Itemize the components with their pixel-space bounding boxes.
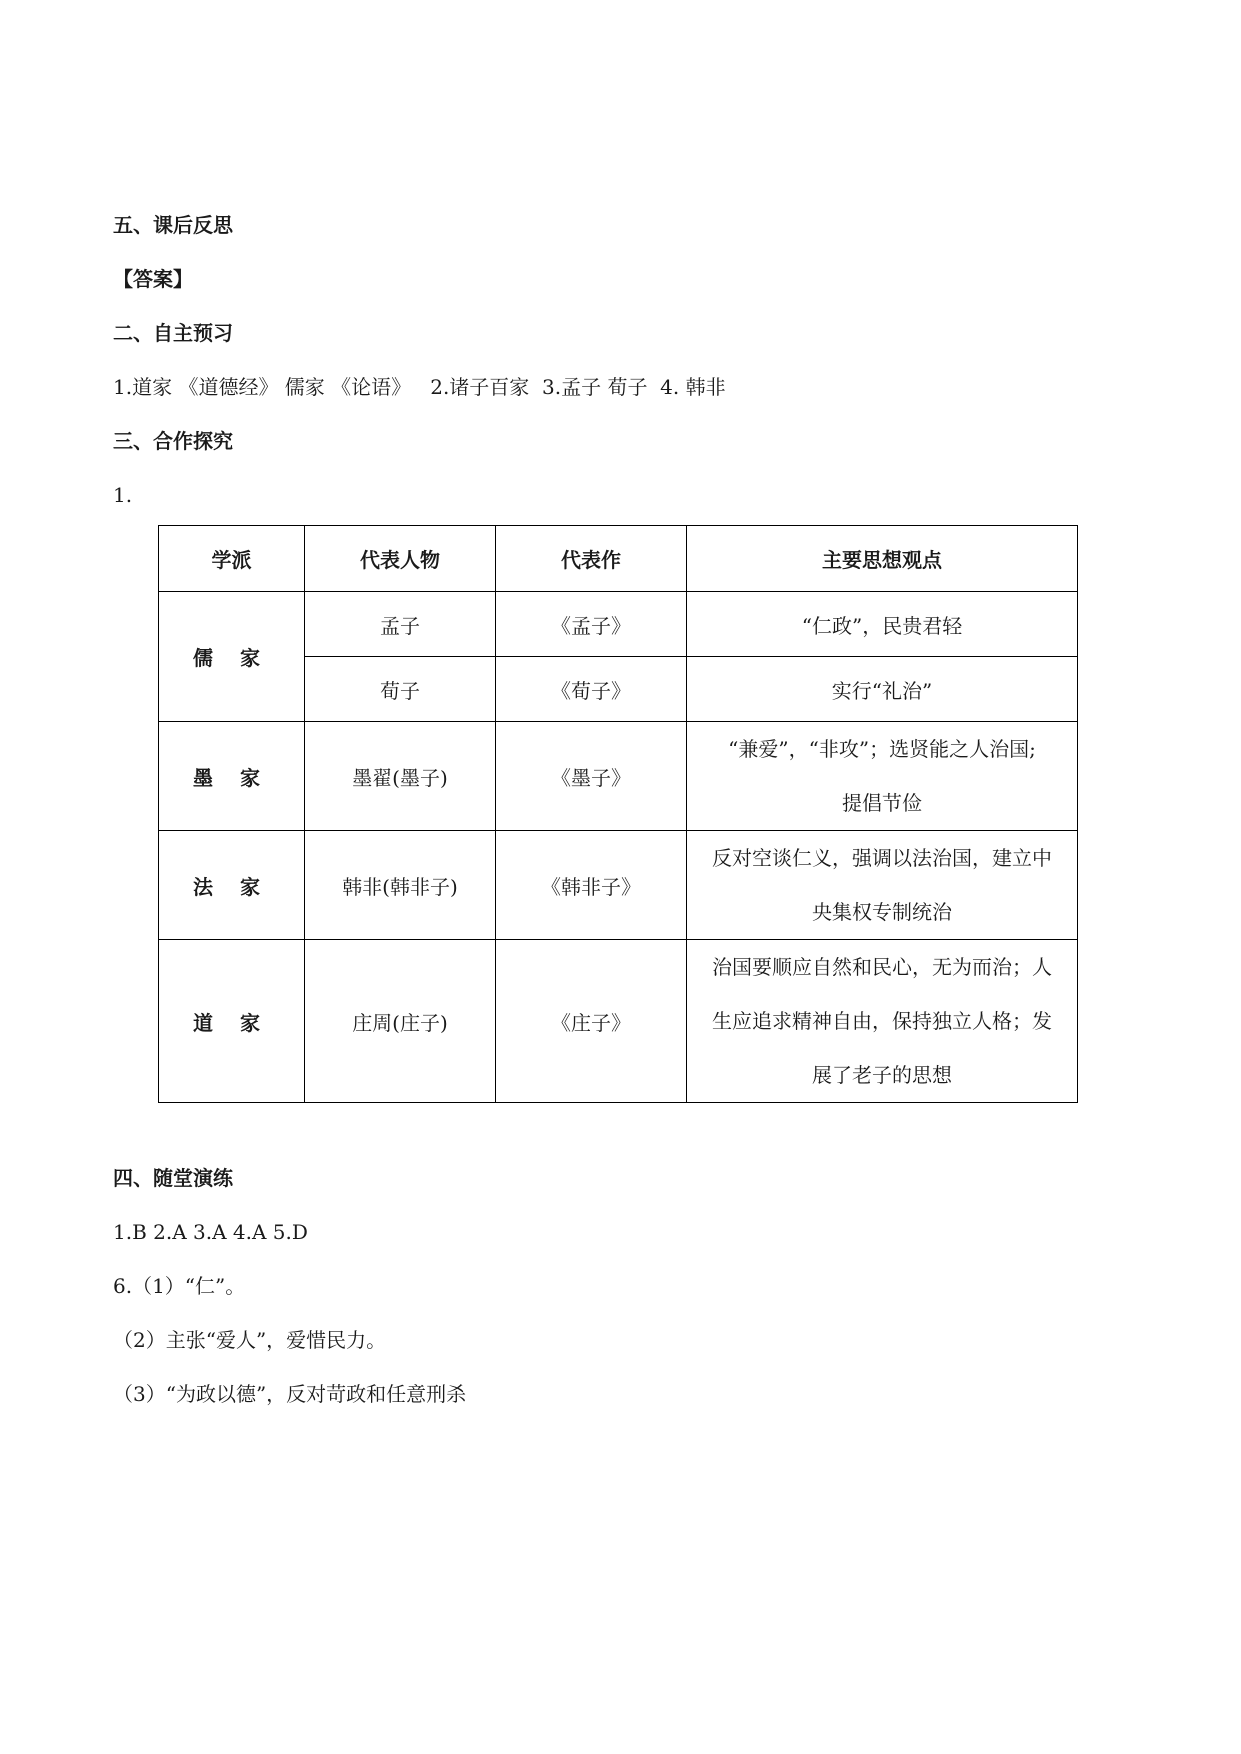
- section-practice-heading: 四、随堂演练: [113, 1166, 233, 1190]
- school-fa: 法 家: [159, 831, 305, 940]
- view-mozi-line: “兼爱”，“非攻”；选贤能之人治国;: [728, 737, 1036, 761]
- view-zhuangzi-line: 生应追求精神自由，保持独立人格；发: [712, 1009, 1052, 1033]
- header-main-ideas: 主要思想观点: [687, 526, 1078, 592]
- person-mozi: 墨翟(墨子): [305, 722, 496, 831]
- work-mengzi: 《孟子》: [496, 592, 687, 657]
- view-zhuangzi-line: 治国要顺应自然和民心，无为而治；人: [712, 955, 1052, 979]
- person-hanfei: 韩非(韩非子): [305, 831, 496, 940]
- q6-part1: 6.（1）“仁”。: [113, 1274, 246, 1298]
- q6-part2: （2）主张“爱人”，爱惜民力。: [113, 1328, 387, 1352]
- schools-table-container: [158, 525, 1078, 1103]
- person-xunzi: 荀子: [305, 657, 496, 722]
- table-row: [159, 592, 1078, 657]
- school-dao: 道 家: [159, 940, 305, 1103]
- practice-answers-line: 1.B 2.A 3.A 4.A 5.D: [113, 1220, 308, 1244]
- work-hanfei: 《韩非子》: [496, 831, 687, 940]
- header-representative: 代表人物: [305, 526, 496, 592]
- section-explore-heading: 三、合作探究: [113, 429, 233, 453]
- view-xunzi: 实行“礼治”: [687, 657, 1078, 722]
- table-header-row: [159, 526, 1078, 592]
- header-school: 学派: [159, 526, 305, 592]
- header-work: 代表作: [496, 526, 687, 592]
- section-reflection-heading: 五、课后反思: [113, 213, 233, 237]
- section-preview-heading: 二、自主预习: [113, 321, 233, 345]
- table-row: [159, 831, 1078, 940]
- schools-table: [158, 525, 1078, 1103]
- explore-item-number: 1.: [113, 483, 133, 507]
- answers-heading: 【答案】: [113, 267, 193, 291]
- table-row: [159, 722, 1078, 831]
- view-zhuangzi: [687, 940, 1078, 1103]
- view-hanfei: [687, 831, 1078, 940]
- view-mengzi: “仁政”，民贵君轻: [687, 592, 1078, 657]
- school-mo: 墨 家: [159, 722, 305, 831]
- work-mozi: 《墨子》: [496, 722, 687, 831]
- person-zhuangzi: 庄周(庄子): [305, 940, 496, 1103]
- table-row: [159, 940, 1078, 1103]
- view-hanfei-line: 反对空谈仁义，强调以法治国，建立中: [712, 846, 1052, 870]
- school-ru: 儒 家: [159, 592, 305, 722]
- work-zhuangzi: 《庄子》: [496, 940, 687, 1103]
- view-hanfei-line: 央集权专制统治: [812, 900, 952, 924]
- view-mozi: [687, 722, 1078, 831]
- view-mozi-line: 提倡节俭: [842, 791, 922, 815]
- view-zhuangzi-line: 展了老子的思想: [812, 1063, 952, 1087]
- q6-part3: （3）“为政以德”，反对苛政和任意刑杀: [113, 1382, 467, 1406]
- preview-answers-line: 1.道家 《道德经》 儒家 《论语》 2.诸子百家 3.孟子 荀子 4. 韩非: [113, 375, 726, 399]
- person-mengzi: 孟子: [305, 592, 496, 657]
- work-xunzi: 《荀子》: [496, 657, 687, 722]
